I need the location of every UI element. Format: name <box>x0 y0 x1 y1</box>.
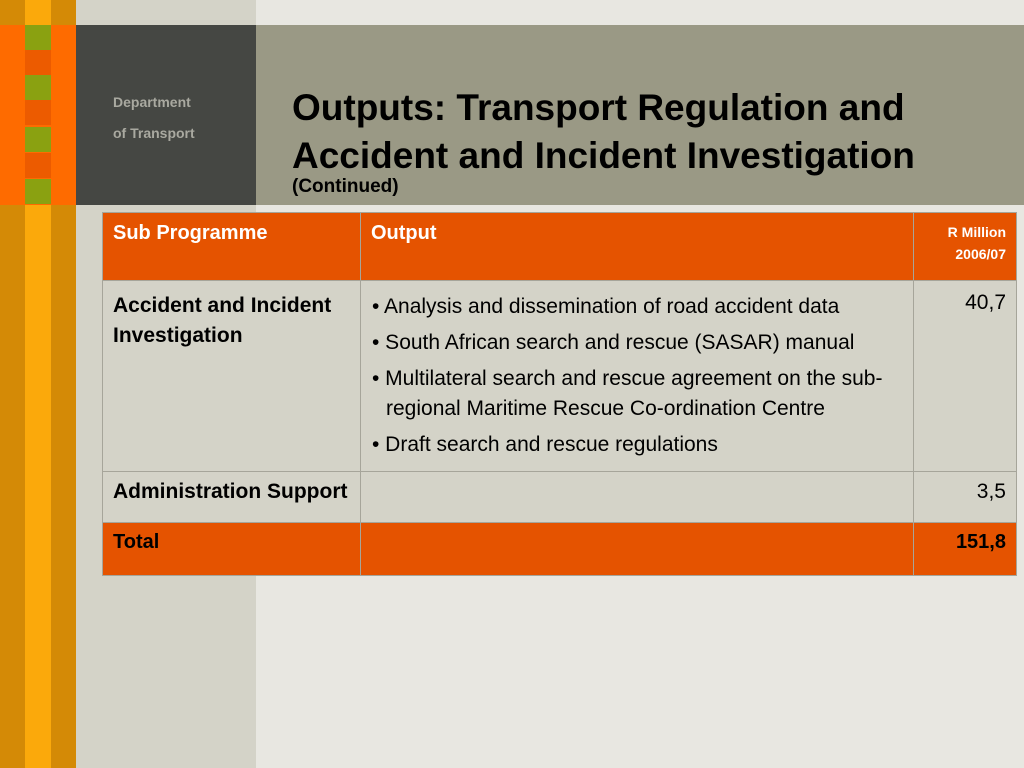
table-total-row <box>103 523 1017 576</box>
table-row <box>103 281 1017 472</box>
decorative-square <box>25 153 51 178</box>
decorative-square <box>25 50 51 75</box>
total-label: Total <box>103 523 361 576</box>
cell-output <box>361 472 914 523</box>
header-sub-programme: Sub Programme <box>103 213 361 281</box>
sub-programme-line2: Investigation <box>113 324 243 347</box>
cell-amount: 3,5 <box>914 472 1017 523</box>
header-amount-unit: R Million <box>947 224 1006 240</box>
department-line2: of Transport <box>113 125 195 141</box>
cell-sub-programme <box>103 281 361 472</box>
department-line1: Department <box>113 94 191 110</box>
title-line1: Outputs: Transport Regulation and <box>292 87 905 128</box>
cell-amount: 40,7 <box>914 281 1017 472</box>
sub-programme-line1: Accident and Incident <box>113 294 332 317</box>
cell-sub-programme: Administration Support <box>103 472 361 523</box>
table-header-row <box>103 213 1017 281</box>
header-output: Output <box>361 213 914 281</box>
slide-subtitle: (Continued) <box>292 176 399 197</box>
total-output-empty <box>361 523 914 576</box>
outputs-table <box>102 212 1017 576</box>
table-row <box>103 472 1017 523</box>
slide-title <box>292 84 1012 180</box>
output-item: • Analysis and dissemination of road accident data <box>372 295 840 318</box>
decorative-square <box>25 25 51 50</box>
decorative-square <box>25 75 51 100</box>
decorative-square <box>25 179 51 204</box>
output-item: • Multilateral search and rescue agreement on the sub-regional Maritime Rescue Co-ordination Centre <box>372 367 883 420</box>
header-amount <box>914 213 1017 281</box>
total-amount: 151,8 <box>914 523 1017 576</box>
decorative-square <box>25 100 51 125</box>
output-item: • South African search and rescue (SASAR) manual <box>372 331 855 354</box>
header-amount-year: 2006/07 <box>955 246 1006 262</box>
cell-output <box>361 281 914 472</box>
department-label <box>113 87 195 149</box>
output-list <box>362 282 912 460</box>
decorative-square <box>25 127 51 152</box>
title-line2: Accident and Incident Investigation <box>292 135 915 176</box>
output-item: • Draft search and rescue regulations <box>372 433 718 456</box>
